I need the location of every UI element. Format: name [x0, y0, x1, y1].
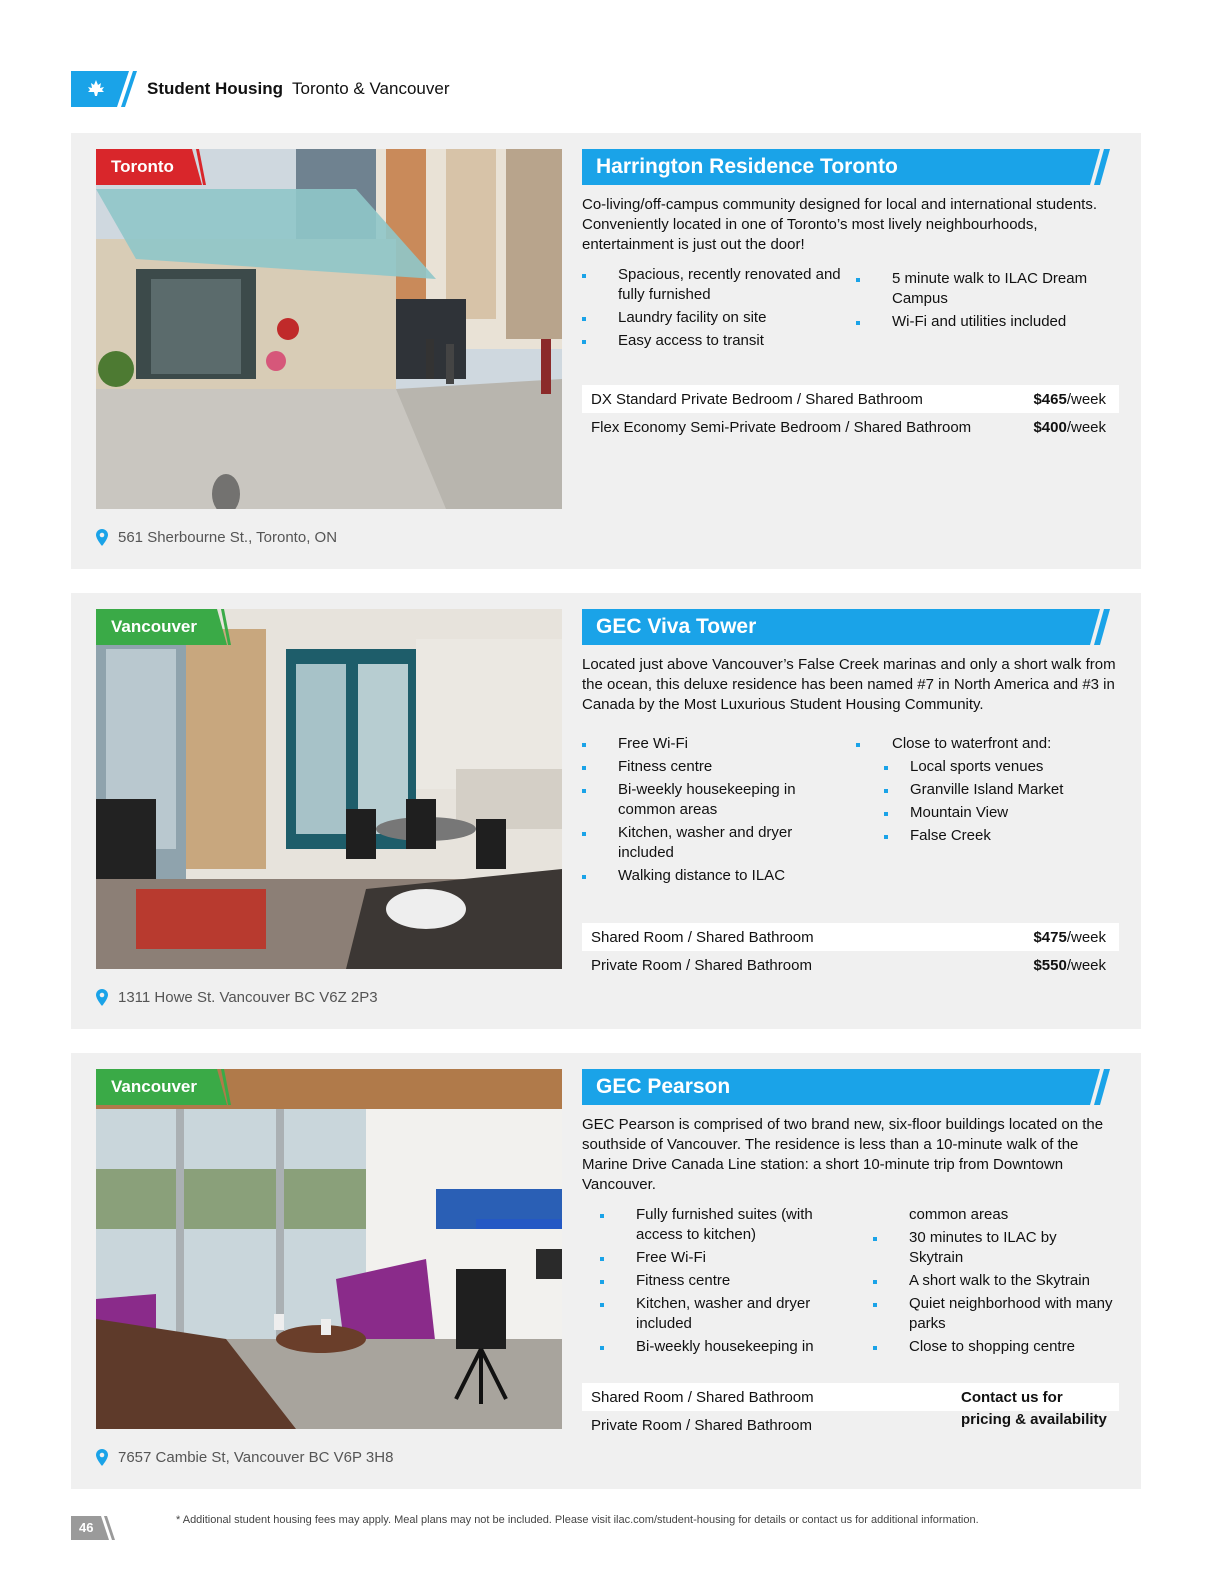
table-row — [582, 385, 1119, 413]
list-item: Quiet neighborhood with many parks — [873, 1294, 1113, 1334]
room-type: Shared Room / Shared Bathroom — [591, 1388, 814, 1406]
list-item: Bi-weekly housekeeping in common areas — [582, 780, 842, 820]
feature-list-left — [582, 734, 842, 889]
feature-list-right — [856, 734, 1111, 849]
address-text: 561 Sherbourne St., Toronto, ON — [118, 529, 338, 546]
city-tag-vancouver — [96, 609, 211, 645]
city-tag-label: Vancouver — [111, 1077, 197, 1096]
list-item: 5 minute walk to ILAC Dream Campus — [856, 269, 1111, 309]
room-price: $550/week — [1033, 956, 1106, 974]
contact-line: pricing & availability — [961, 1411, 1107, 1428]
page-number-badge — [71, 1516, 115, 1540]
list-item: Fitness centre — [600, 1271, 860, 1291]
list-item: Easy access to transit — [582, 331, 842, 351]
list-item: False Creek — [856, 826, 1111, 846]
list-item: Free Wi-Fi — [582, 734, 842, 754]
listing-description: Co-living/off-campus community designed for local and international students. Conveniently located in one of Toronto’s most lively neighbourhoods, entertainment is just out the door! — [582, 196, 1097, 253]
listing-address — [96, 529, 337, 546]
list-item: Granville Island Market — [856, 780, 1111, 800]
listing-description: GEC Pearson is comprised of two brand new, six-floor buildings located on the southside of Vancouver. The residence is less than a 10-minute walk of the Marine Drive Canada Line station: a short 10-minute trip from Downtown Vancouver. — [582, 1116, 1104, 1193]
feature-list-right — [856, 269, 1111, 335]
listing-title: Harrington Residence Toronto — [596, 155, 898, 178]
list-item: Wi-Fi and utilities included — [856, 312, 1111, 332]
city-tag-label: Toronto — [111, 157, 174, 176]
feature-list-left — [582, 265, 842, 354]
list-item: Fully furnished suites (with access to kitchen) — [600, 1205, 860, 1245]
table-row — [582, 923, 1119, 951]
listing-card-pearson — [71, 1053, 1141, 1489]
list-item: Bi-weekly housekeeping in — [600, 1337, 860, 1357]
list-item: common areas — [909, 1206, 1009, 1223]
listing-photo — [96, 609, 562, 969]
list-item: A short walk to the Skytrain — [873, 1271, 1113, 1291]
map-pin-icon — [96, 529, 108, 546]
map-pin-icon — [96, 1449, 108, 1466]
table-row — [582, 951, 1119, 979]
list-item: Kitchen, washer and dryer included — [600, 1294, 860, 1334]
listing-card-harrington — [71, 133, 1141, 569]
city-tag-label: Vancouver — [111, 617, 197, 636]
list-item: Walking distance to ILAC — [582, 866, 842, 886]
listing-title-bar — [582, 609, 1112, 645]
city-tag-toronto — [96, 149, 188, 185]
listing-photo — [96, 1069, 562, 1429]
city-tag-vancouver — [96, 1069, 211, 1105]
contact-pricing-note — [961, 1387, 1107, 1431]
room-type: DX Standard Private Bedroom / Shared Bathroom — [591, 390, 923, 408]
price-table — [582, 385, 1119, 441]
list-item: Kitchen, washer and dryer included — [582, 823, 842, 863]
list-item: Close to shopping centre — [873, 1337, 1113, 1357]
address-text: 1311 Howe St. Vancouver BC V6Z 2P3 — [118, 989, 378, 1006]
room-price: $465/week — [1033, 390, 1106, 408]
list-item: Spacious, recently renovated and fully furnished — [582, 265, 842, 305]
room-type: Private Room / Shared Bathroom — [591, 1416, 812, 1434]
listing-title-bar — [582, 1069, 1112, 1105]
feature-list-right — [873, 1205, 1113, 1360]
listing-title-bar — [582, 149, 1112, 185]
room-type: Shared Room / Shared Bathroom — [591, 928, 814, 946]
table-row — [582, 413, 1119, 441]
contact-line: Contact us for — [961, 1389, 1063, 1406]
feature-list-left — [600, 1205, 860, 1360]
page-header — [71, 71, 449, 107]
listing-card-viva-tower — [71, 593, 1141, 1029]
room-type: Private Room / Shared Bathroom — [591, 956, 812, 974]
list-item: Mountain View — [856, 803, 1111, 823]
list-item: Fitness centre — [582, 757, 842, 777]
room-price: $475/week — [1033, 928, 1106, 946]
room-type: Flex Economy Semi-Private Bedroom / Shared Bathroom — [591, 418, 972, 436]
listing-address — [96, 989, 378, 1006]
map-pin-icon — [96, 989, 108, 1006]
listing-address — [96, 1449, 393, 1466]
listing-photo — [96, 149, 562, 509]
listing-title: GEC Viva Tower — [596, 615, 757, 638]
listing-title: GEC Pearson — [596, 1075, 731, 1098]
list-item: Laundry facility on site — [582, 308, 842, 328]
list-item: Local sports venues — [856, 757, 1111, 777]
page-number: 46 — [79, 1520, 94, 1535]
header-badge — [71, 71, 137, 107]
listing-description: Located just above Vancouver’s False Creek marinas and only a short walk from the ocean, this deluxe residence has been named #7 in North America and #3 in Canada by the Most Luxurious Student Housing Community. — [582, 656, 1116, 713]
price-table — [582, 923, 1119, 979]
header-subtitle: Toronto & Vancouver — [291, 79, 450, 98]
list-item: 30 minutes to ILAC by Skytrain — [873, 1228, 1113, 1268]
address-text: 7657 Cambie St, Vancouver BC V6P 3H8 — [118, 1449, 394, 1466]
list-item: Close to waterfront and: — [856, 734, 1111, 754]
list-item: Free Wi-Fi — [600, 1248, 860, 1268]
header-title: Student Housing — [147, 79, 283, 98]
footnote[interactable]: * Additional student housing fees may apply. Meal plans may not be included. Please visit ilac.com/student-housing for details or contact us for additional information. — [176, 1514, 979, 1526]
room-price: $400/week — [1033, 418, 1106, 436]
